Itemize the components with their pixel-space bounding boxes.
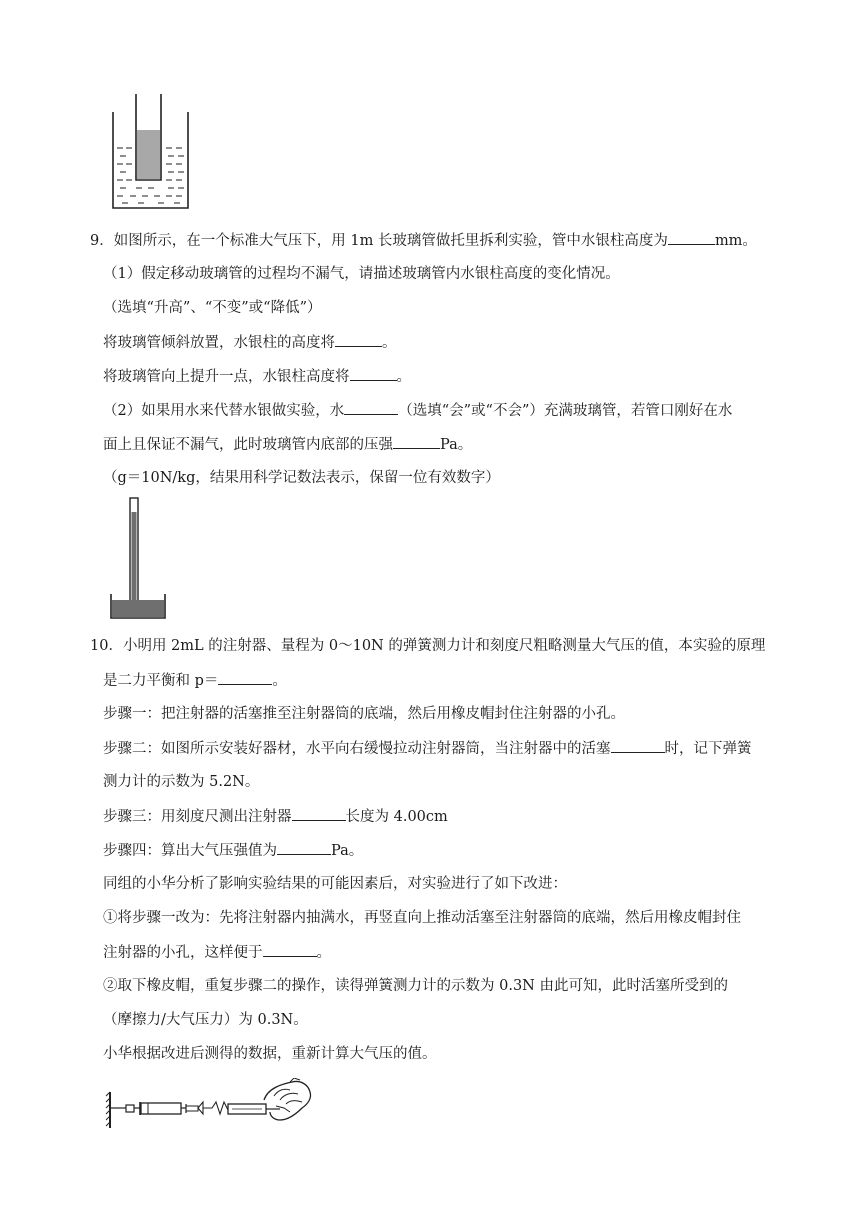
- torricelli-tube-figure: [108, 496, 168, 620]
- q9-tilt-line: [103, 332, 397, 353]
- q9-stem-unit: mm。: [714, 233, 757, 249]
- q9-stem-text: 如图所示，在一个标准大气压下，用 1m 长玻璃管做托里拆利实验，管中水银柱高度为: [113, 233, 668, 249]
- q10-final: 小华根据改进后测得的数据，重新计算大气压的值。: [103, 1046, 437, 1062]
- q10-answer-blank-convenience[interactable]: [263, 942, 317, 957]
- q10-step2-text-b: 时，记下弹簧: [664, 741, 752, 757]
- q9-part2-line1: [103, 400, 732, 421]
- q10-stem-text: 小明用 2mL 的注射器、量程为 0～10N 的弹簧测力计和刻度尺粗略测量大气压的值，本实验的原理: [122, 638, 766, 654]
- q10-improve1-line2: [103, 942, 331, 963]
- q10-step4: [103, 840, 363, 861]
- q10-answer-blank-piston[interactable]: [611, 738, 665, 753]
- q10-step4-unit: Pa。: [331, 843, 364, 859]
- q10-step2-line2: 测力计的示数为 5.2N。: [103, 774, 260, 790]
- q10-step2-line1: [103, 738, 752, 759]
- q9-part2-text-a: （2）如果用水来代替水银做实验，水: [103, 403, 345, 419]
- q9-number: 9．: [90, 233, 114, 249]
- q10-improve1-line1: ①将步骤一改为：先将注射器内抽满水，再竖直向上推动活塞至注射器筒的底端，然后用橡皮帽封住: [103, 910, 741, 926]
- q10-improve-intro: 同组的小华分析了影响实验结果的可能因素后，对实验进行了如下改进：: [103, 876, 567, 892]
- q9-tilt-text: 将玻璃管倾斜放置，水银柱的高度将: [103, 335, 335, 351]
- q9-answer-blank-height[interactable]: [668, 230, 715, 245]
- q9-lift-end: 。: [396, 369, 411, 385]
- q9-tilt-end: 。: [382, 335, 397, 351]
- q10-answer-blank-formula[interactable]: [218, 670, 272, 685]
- q9-part2-line2: [103, 434, 472, 455]
- q10-stem-line1: [90, 636, 765, 656]
- q9-part1: （1）假定移动玻璃管的过程均不漏气，请描述玻璃管内水银柱高度的变化情况。: [103, 266, 620, 282]
- q10-improve2-line2: （摩擦力/大气压力）为 0.3N。: [103, 1012, 308, 1028]
- syringe-spring-scale-figure: [104, 1078, 318, 1130]
- q9-answer-blank-pressure[interactable]: [393, 434, 440, 449]
- q9-part2-unit: Pa。: [440, 437, 473, 453]
- q9-lift-line: [103, 366, 411, 387]
- q10-number: 10．: [90, 638, 123, 654]
- q9-answer-blank-tilt[interactable]: [335, 332, 382, 347]
- q10-step3-text-a: 步骤三：用刻度尺测出注射器: [103, 809, 292, 825]
- q10-improve1-text: 注射器的小孔，这样便于: [103, 945, 263, 961]
- q9-answer-blank-water[interactable]: [344, 400, 398, 415]
- q10-improve1-end: 。: [316, 945, 331, 961]
- q9-stem: [90, 230, 757, 251]
- q9-part2-text-c: 面上且保证不漏气，此时玻璃管内底部的压强: [103, 437, 393, 453]
- q10-stem-line2: [103, 670, 287, 691]
- q10-step4-text-a: 步骤四：算出大气压强值为: [103, 843, 277, 859]
- q10-step3: [103, 806, 448, 827]
- q10-improve2-line1: ②取下橡皮帽，重复步骤二的操作，读得弹簧测力计的示数为 0.3N 由此可知，此时活塞所受到的: [103, 978, 728, 994]
- q10-answer-blank-pressure[interactable]: [277, 840, 331, 855]
- q10-step1: 步骤一：把注射器的活塞推至注射器筒的底端，然后用橡皮帽封住注射器的小孔。: [103, 706, 625, 722]
- q10-step2-text-a: 步骤二：如图所示安装好器材，水平向右缓慢拉动注射器筒，当注射器中的活塞: [103, 741, 611, 757]
- q10-principle-text: 是二力平衡和 p＝: [103, 673, 219, 689]
- q9-note: （g＝10N/kg，结果用科学记数法表示，保留一位有效数字）: [103, 470, 500, 486]
- q9-answer-blank-lift[interactable]: [350, 366, 397, 381]
- q10-principle-end: 。: [272, 673, 287, 689]
- q10-answer-blank-length[interactable]: [292, 806, 346, 821]
- q10-step3-text-b: 长度为 4.00cm: [345, 809, 448, 825]
- beaker-figure: [108, 92, 192, 212]
- q9-part1-hint: （选填“升高”、“不变”或“降低”）: [103, 300, 322, 316]
- q9-part2-text-b: （选填“会”或“不会”）充满玻璃管，若管口刚好在水: [398, 403, 733, 419]
- q9-lift-text: 将玻璃管向上提升一点，水银柱高度将: [103, 369, 350, 385]
